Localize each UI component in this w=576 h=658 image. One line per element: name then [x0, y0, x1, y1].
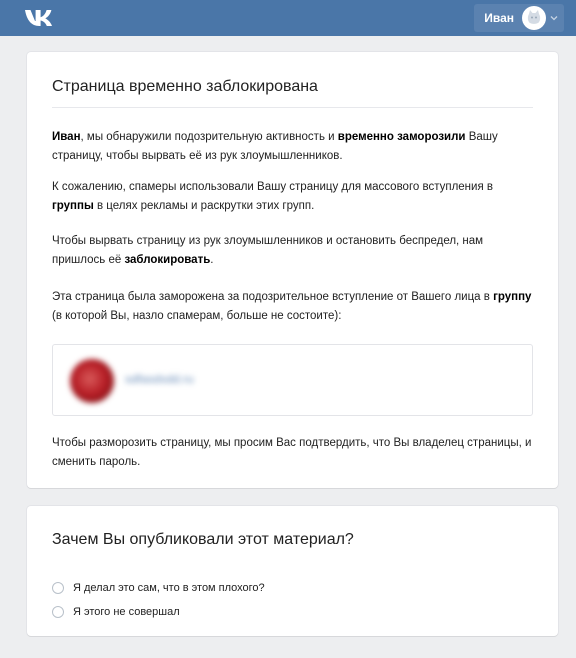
bold-text: временно заморозили [337, 131, 466, 143]
radio-button[interactable] [52, 606, 64, 618]
paragraph-spammers [52, 178, 537, 216]
question-title: Зачем Вы опубликовали этот материал? [52, 531, 354, 548]
user-first-name: Иван [52, 131, 81, 143]
card-title: Страница временно заблокирована [52, 78, 318, 95]
paragraph-unfreeze: Чтобы разморозить страницу, мы просим Вас подтвердить, что Вы владелец страницы, и сменить пароль. [52, 437, 532, 468]
radio-option-not-me[interactable] [52, 606, 180, 618]
radio-label: Я этого не совершал [73, 606, 180, 618]
text: Эта страница была заморожена за подозрительное вступление от Вашего лица в [52, 291, 494, 303]
radio-option-self[interactable] [52, 582, 265, 594]
blocked-notice-card [27, 52, 558, 488]
text: . [210, 254, 214, 266]
paragraph-frozen [52, 128, 537, 166]
vk-logo-icon[interactable] [24, 8, 60, 28]
bold-text: группу [493, 291, 532, 303]
paragraph-group [52, 288, 537, 326]
cat-avatar-icon [522, 6, 546, 30]
group-avatar [70, 359, 114, 403]
user-name: Иван [484, 11, 514, 25]
divider [52, 107, 533, 108]
group-name[interactable]: sdfasdsdd.ru [125, 372, 194, 386]
user-menu[interactable] [474, 4, 564, 32]
text: (в которой Вы, назло спамерам, больше не состоите): [52, 310, 342, 322]
text: в целях рекламы и раскрутки этих групп. [93, 200, 315, 212]
top-bar [0, 0, 576, 36]
chevron-down-icon [550, 15, 558, 21]
paragraph-blocked [52, 232, 537, 270]
bold-text: заблокировать [124, 254, 211, 266]
group-link-box[interactable] [52, 344, 533, 416]
text: Чтобы вырвать страницу из рук злоумышленников и остановить беспредел, нам пришлось её [52, 235, 484, 266]
bold-text: группы [52, 200, 94, 212]
text: , мы обнаружили подозрительную активность и [80, 131, 338, 143]
question-card [27, 506, 558, 636]
text: К сожалению, спамеры использовали Вашу страницу для массового вступления в [52, 181, 493, 193]
text: Вашу страницу, чтобы вырвать её из рук злоумышленников. [52, 131, 498, 162]
radio-label: Я делал это сам, что в этом плохого? [73, 582, 265, 594]
radio-button[interactable] [52, 582, 64, 594]
